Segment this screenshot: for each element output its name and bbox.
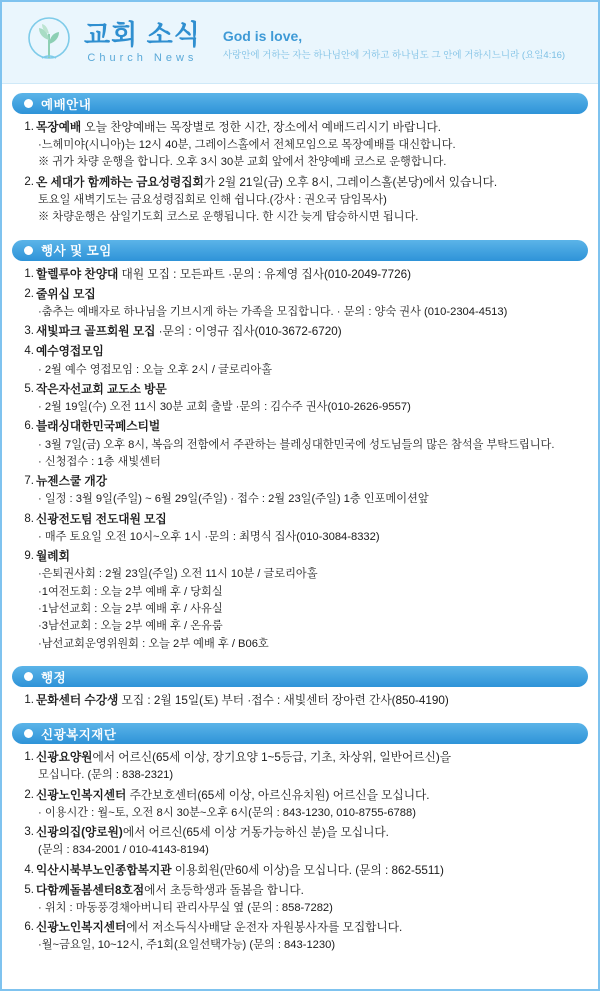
item-title: 익산시북부노인종합복지관 xyxy=(36,863,172,877)
section-body xyxy=(2,744,598,959)
item-subline: 모십니다. (문의 : 838-2321) xyxy=(38,769,174,782)
item-subline: ※ 차량운행은 삼일기도회 코스로 운행됩니다. 한 시간 늦게 탑승하시면 됩니다. xyxy=(38,211,419,224)
list-item xyxy=(16,473,584,508)
list-item xyxy=(16,119,584,172)
bullet-icon xyxy=(24,99,33,108)
title-english: Church News xyxy=(87,52,198,65)
item-subline: · 일정 : 3월 9일(주일) ~ 6월 29일(주일) · 접수 : 2월 23일(주일) 1층 인포메이션앞 xyxy=(38,493,429,506)
item-subline: ·월~금요일, 10~12시, 주1회(요일선택가능) (문의 : 843-1230) xyxy=(38,939,336,952)
section-body xyxy=(2,687,598,714)
item-detail: 대원 모집 : 모든파트 ·문의 : 유제영 집사(010-2049-7726) xyxy=(118,267,412,281)
section-title: 신광복지재단 xyxy=(41,727,117,742)
item-heading xyxy=(36,343,584,361)
item-heading xyxy=(36,286,584,304)
section-header xyxy=(12,240,588,261)
list-item xyxy=(16,787,584,822)
slogan-block xyxy=(223,24,565,61)
list-item xyxy=(16,418,584,471)
item-heading xyxy=(36,418,584,436)
list-item xyxy=(16,511,584,546)
item-subline: ※ 귀가 차량 운행을 합니다. 오후 3시 30분 교회 앞에서 찬양예배 코스로 운행합니다. xyxy=(38,156,447,169)
item-subline: ·느헤미야(시니아)는 12시 40분, 그레이스홀에서 전체모임으로 목장예배를 대신합니다. xyxy=(38,139,456,152)
item-title: 월례회 xyxy=(36,550,70,564)
item-subline: · 이용시간 : 월~토, 오전 8시 30분~오후 6시(문의 : 843-1230, 010-8755-6788) xyxy=(38,806,416,819)
item-detail: 에서 초등학생과 돌봄을 합니다. xyxy=(144,883,304,897)
section-header xyxy=(12,723,588,744)
item-title: 문화센터 수강생 xyxy=(36,694,119,708)
item-title: 뉴젠스쿨 개강 xyxy=(36,475,107,489)
sections-container xyxy=(2,93,598,959)
item-subline: · 2월 예수 영접모임 : 오늘 오후 2시 / 글로리아홀 xyxy=(38,363,273,376)
section-body xyxy=(2,114,598,231)
item-heading xyxy=(36,473,584,491)
list-item xyxy=(16,882,584,917)
item-subline: 토요일 새벽기도는 금요성령집회로 인해 쉽니다.(강사 : 권오국 담임목사) xyxy=(38,193,387,206)
list-item xyxy=(16,919,584,954)
item-subline: ·남선교회운영위원회 : 오늘 2부 예배 후 / B06호 xyxy=(38,637,269,650)
item-detail: 에서 저소득식사배달 운전자 자원봉사자를 모집합니다. xyxy=(126,921,403,935)
list-item xyxy=(16,286,584,321)
item-subline: ·3남선교회 : 오늘 2부 예배 후 / 온유룸 xyxy=(38,620,223,633)
item-detail: 이용회원(만60세 이상)을 모십니다. (문의 : 862-5511) xyxy=(171,863,444,877)
item-title: 신광노인복지센터 xyxy=(36,788,127,802)
item-heading xyxy=(36,119,584,137)
item-subline: ·1남선교회 : 오늘 2부 예배 후 / 사유실 xyxy=(38,603,223,616)
item-title: 예수영접모임 xyxy=(36,345,104,359)
item-heading xyxy=(36,787,584,805)
item-detail: 오늘 찬양예배는 목장별로 정한 시간, 장소에서 예배드리시기 바랍니다. xyxy=(81,121,442,134)
notice-list xyxy=(16,266,584,653)
item-heading xyxy=(36,266,584,284)
list-item xyxy=(16,266,584,284)
list-item xyxy=(16,548,584,653)
item-detail: 모집 : 2월 15일(토) 부터 ·접수 : 새빛센터 장아련 간사(850-4190) xyxy=(118,694,449,708)
list-item xyxy=(16,824,584,859)
item-title: 신광전도팀 전도대원 모집 xyxy=(36,512,167,526)
item-title: 신광노인복지센터 xyxy=(36,921,127,935)
item-detail: 에서 어르신(65세 이상 거동가능하신 분)을 모십니다. xyxy=(122,826,389,840)
item-title: 새빛파크 골프회원 모집 xyxy=(36,325,156,339)
item-title: 목장예배 xyxy=(36,121,82,134)
item-subline: · 2월 19일(수) 오전 11시 30분 교회 출발 ·문의 : 김수주 권사(010-2626-9557) xyxy=(38,401,411,414)
page-header xyxy=(2,2,598,84)
item-detail: 에서 어르신(65세 이상, 장기요양 1~5등급, 기초, 차상위, 일반어르신)을 xyxy=(92,751,452,765)
item-heading xyxy=(36,174,584,192)
item-heading xyxy=(36,692,584,710)
bullet-icon xyxy=(24,246,33,255)
item-heading xyxy=(36,548,584,566)
item-title: 다함께돌봄센터8호점 xyxy=(36,883,145,897)
bullet-icon xyxy=(24,729,33,738)
item-title: 온 세대가 함께하는 금요성령집회 xyxy=(36,175,204,189)
list-item xyxy=(16,692,584,710)
notice-list xyxy=(16,692,584,710)
item-title: 줄위십 모집 xyxy=(36,287,96,301)
item-detail: ·문의 : 이영규 집사(010-3672-6720) xyxy=(155,325,342,339)
item-title: 할렐루야 찬양대 xyxy=(36,267,119,281)
item-subline: (문의 : 834-2001 / 010-4143-8194) xyxy=(38,844,209,857)
item-subline: · 신청접수 : 1층 새빛센터 xyxy=(38,455,161,468)
item-title: 신광요양원 xyxy=(36,751,93,765)
item-subline: ·춤추는 예배자로 하나님을 기브시게 하는 가족을 모집합니다. · 문의 : 양숙 권사 (010-2304-4513) xyxy=(38,305,508,318)
item-heading xyxy=(36,882,584,900)
item-heading xyxy=(36,381,584,399)
notice-list xyxy=(16,749,584,955)
section-title: 행사 및 모임 xyxy=(41,244,112,259)
list-item xyxy=(16,381,584,416)
bullet-icon xyxy=(24,672,33,681)
list-item xyxy=(16,323,584,341)
item-heading xyxy=(36,824,584,842)
section-header xyxy=(12,666,588,687)
item-subline: ·은퇴권사회 : 2월 23일(주일) 오전 11시 10분 / 글로리아홀 xyxy=(38,568,318,581)
page-title xyxy=(84,21,201,65)
item-title: 신광의집(양로원) xyxy=(36,826,123,840)
item-title: 블래싱대한민국페스티벌 xyxy=(36,420,161,434)
item-heading xyxy=(36,919,584,937)
slogan-main: God is love, xyxy=(222,28,303,44)
item-heading xyxy=(36,749,584,767)
tree-logo-icon xyxy=(20,14,78,72)
item-subline: · 위치 : 마동풍경채아버니티 관리사무실 옆 (문의 : 858-7282) xyxy=(38,901,333,914)
item-subline: · 3월 7일(금) 오후 8시, 복음의 전함에서 주관하는 블레싱대한민국에 성도님들의 많은 참석을 부탁드립니다. xyxy=(38,438,555,451)
section-title: 행정 xyxy=(41,670,67,685)
item-title: 작은자선교회 교도소 방문 xyxy=(36,382,167,396)
section-body xyxy=(2,261,598,657)
list-item xyxy=(16,174,584,227)
list-item xyxy=(16,343,584,378)
item-subline: ·1여전도회 : 오늘 2부 예배 후 / 당회실 xyxy=(38,585,223,598)
list-item xyxy=(16,862,584,880)
title-korean: 교회 소식 xyxy=(84,19,201,50)
item-heading xyxy=(36,511,584,529)
item-subline: · 매주 토요일 오전 10시~오후 1시 ·문의 : 최명식 집사(010-3084-8332) xyxy=(38,530,380,543)
list-item xyxy=(16,749,584,784)
slogan-verse: 사랑안에 거하는 자는 하나님안에 거하고 하나님도 그 안에 거하시느니라 (요일4:16) xyxy=(222,50,566,61)
item-detail: 가 2월 21일(금) 오후 8시, 그레이스홀(본당)에서 있습니다. xyxy=(203,175,498,189)
item-detail: 주간보호센터(65세 이상, 아르신유치원) 어르신을 모십니다. xyxy=(126,788,430,802)
item-heading xyxy=(36,323,584,341)
section-header xyxy=(12,93,588,114)
notice-list xyxy=(16,119,584,227)
section-title: 예배안내 xyxy=(41,97,92,112)
item-heading xyxy=(36,862,584,880)
